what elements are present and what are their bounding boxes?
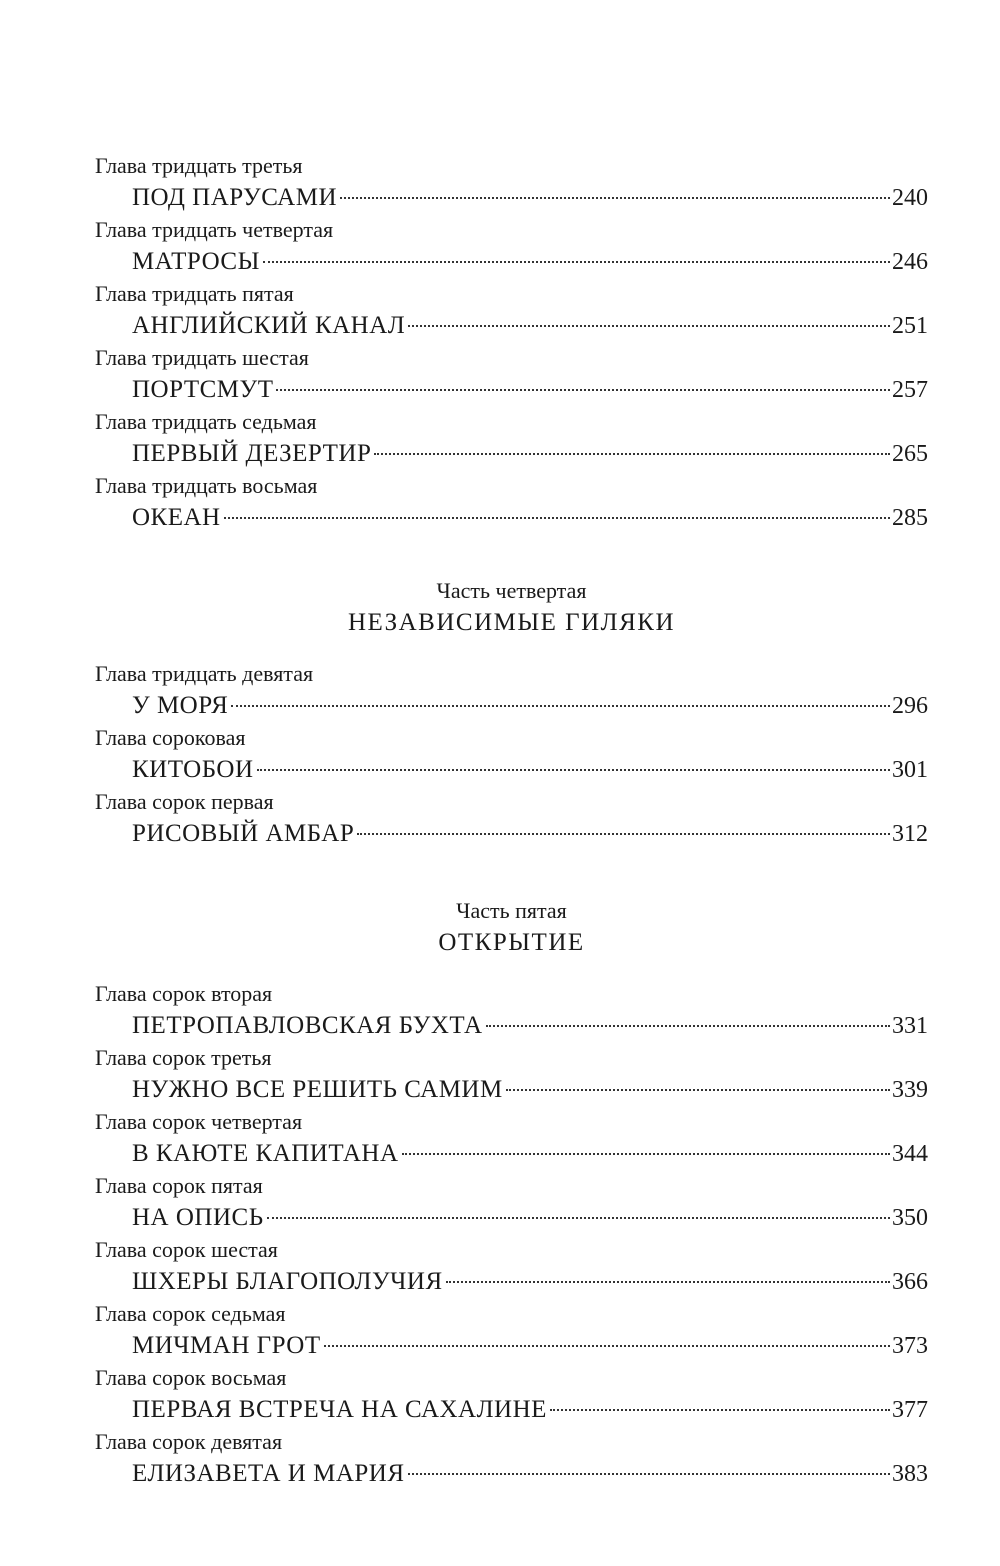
- toc-entry[interactable]: [95, 818, 928, 850]
- chapter-title: ПЕРВАЯ ВСТРЕЧА НА САХАЛИНЕ: [132, 1396, 547, 1423]
- part-title: НЕЗАВИСИМЫЕ ГИЛЯКИ: [347, 609, 676, 636]
- page-number: 344: [892, 1141, 928, 1167]
- dot-leader: [340, 197, 890, 199]
- chapter-title: НУЖНО ВСЕ РЕШИТЬ САМИМ: [132, 1076, 503, 1103]
- part-label: Часть четвертая: [436, 578, 587, 603]
- chapter-label: Глава тридцать восьмая: [95, 473, 318, 498]
- chapter-label: Глава сорок девятая: [95, 1429, 283, 1454]
- toc-section-1: [95, 150, 928, 534]
- dot-leader: [231, 705, 890, 707]
- chapter-title: РИСОВЫЙ АМБАР: [132, 820, 355, 847]
- toc-entry[interactable]: [95, 690, 928, 722]
- chapter-title: ПОД ПАРУСАМИ: [132, 184, 338, 211]
- dot-leader: [267, 1217, 890, 1219]
- toc-part-5: [95, 978, 928, 1490]
- toc-entry[interactable]: [95, 502, 928, 534]
- page-number: 350: [892, 1205, 928, 1231]
- dot-leader: [374, 453, 890, 455]
- page-number: 383: [892, 1461, 928, 1487]
- toc-entry[interactable]: [95, 1394, 928, 1426]
- chapter-title: КИТОБОИ: [132, 756, 254, 783]
- table-of-contents: [95, 150, 928, 1490]
- chapter-title: ШХЕРЫ БЛАГОПОЛУЧИЯ: [132, 1268, 443, 1295]
- chapter-title: У МОРЯ: [132, 692, 229, 719]
- chapter-label: Глава сорок первая: [95, 789, 274, 814]
- chapter-title: ЕЛИЗАВЕТА И МАРИЯ: [132, 1460, 405, 1487]
- dot-leader: [276, 389, 890, 391]
- chapter-label: Глава тридцать четвертая: [95, 217, 334, 242]
- toc-entry[interactable]: [95, 1010, 928, 1042]
- toc-entry[interactable]: [95, 754, 928, 786]
- chapter-label: Глава сорок восьмая: [95, 1365, 287, 1390]
- toc-entry[interactable]: [95, 182, 928, 214]
- toc-entry[interactable]: [95, 438, 928, 470]
- dot-leader: [506, 1089, 890, 1091]
- toc-part-4: [95, 658, 928, 850]
- chapter-title: АНГЛИЙСКИЙ КАНАЛ: [132, 312, 406, 339]
- chapter-title: МИЧМАН ГРОТ: [132, 1332, 321, 1359]
- toc-entry[interactable]: [95, 1138, 928, 1170]
- dot-leader: [446, 1281, 890, 1283]
- dot-leader: [224, 517, 890, 519]
- dot-leader: [263, 261, 890, 263]
- toc-entry[interactable]: [95, 1458, 928, 1490]
- chapter-label: Глава сорок седьмая: [95, 1301, 286, 1326]
- dot-leader: [486, 1025, 890, 1027]
- page-number: 301: [892, 757, 928, 783]
- chapter-label: Глава сорок четвертая: [95, 1109, 303, 1134]
- page-number: 257: [892, 377, 928, 403]
- page-number: 366: [892, 1269, 928, 1295]
- page-number: 240: [892, 185, 928, 211]
- dot-leader: [402, 1153, 890, 1155]
- part-header: [95, 576, 928, 640]
- page-number: 285: [892, 505, 928, 531]
- page-number: 339: [892, 1077, 928, 1103]
- page-number: 265: [892, 441, 928, 467]
- toc-entry[interactable]: [95, 1266, 928, 1298]
- dot-leader: [324, 1345, 890, 1347]
- page-number: 251: [892, 313, 928, 339]
- chapter-label: Глава тридцать шестая: [95, 345, 309, 370]
- page-number: 296: [892, 693, 928, 719]
- toc-entry[interactable]: [95, 1202, 928, 1234]
- dot-leader: [257, 769, 890, 771]
- toc-entry[interactable]: [95, 310, 928, 342]
- toc-entry[interactable]: [95, 1074, 928, 1106]
- chapter-label: Глава сорок шестая: [95, 1237, 278, 1262]
- chapter-label: Глава сорок вторая: [95, 981, 273, 1006]
- chapter-title: ПОРТСМУТ: [132, 376, 274, 403]
- chapter-label: Глава сорок третья: [95, 1045, 272, 1070]
- part-title: ОТКРЫТИЕ: [438, 929, 585, 956]
- dot-leader: [550, 1409, 890, 1411]
- page-number: 377: [892, 1397, 928, 1423]
- toc-entry[interactable]: [95, 374, 928, 406]
- chapter-title: ОКЕАН: [132, 504, 221, 531]
- chapter-title: ПЕРВЫЙ ДЕЗЕРТИР: [132, 440, 372, 467]
- dot-leader: [357, 833, 890, 835]
- chapter-label: Глава тридцать седьмая: [95, 409, 317, 434]
- chapter-label: Глава сороковая: [95, 725, 246, 750]
- dot-leader: [408, 1473, 890, 1475]
- page-number: 331: [892, 1013, 928, 1039]
- part-header: [95, 896, 928, 960]
- chapter-title: МАТРОСЫ: [132, 248, 260, 275]
- chapter-label: Глава тридцать третья: [95, 153, 303, 178]
- chapter-label: Глава сорок пятая: [95, 1173, 263, 1198]
- page-number: 373: [892, 1333, 928, 1359]
- chapter-title: В КАЮТЕ КАПИТАНА: [132, 1140, 399, 1167]
- chapter-title: ПЕТРОПАВЛОВСКАЯ БУХТА: [132, 1012, 483, 1039]
- dot-leader: [408, 325, 890, 327]
- chapter-label: Глава тридцать пятая: [95, 281, 294, 306]
- chapter-label: Глава тридцать девятая: [95, 661, 314, 686]
- toc-entry[interactable]: [95, 1330, 928, 1362]
- part-label: Часть пятая: [456, 898, 567, 923]
- page-number: 246: [892, 249, 928, 275]
- chapter-title: НА ОПИСЬ: [132, 1204, 264, 1231]
- toc-entry[interactable]: [95, 246, 928, 278]
- page-number: 312: [892, 821, 928, 847]
